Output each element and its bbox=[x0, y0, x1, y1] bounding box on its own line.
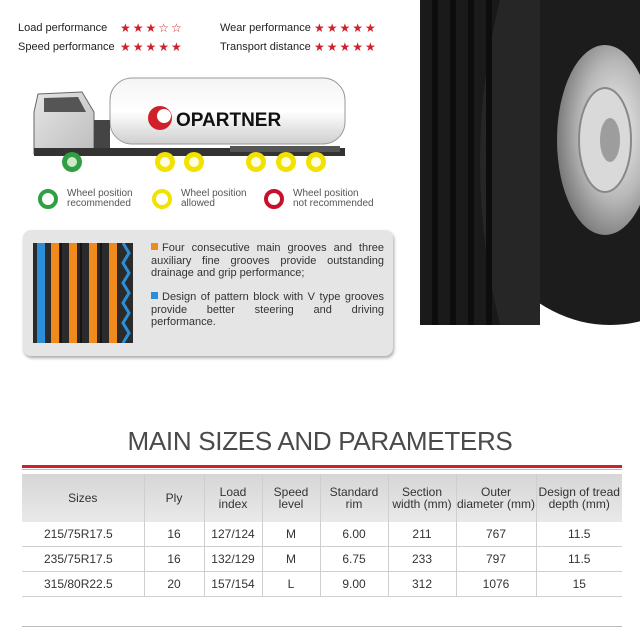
bullet-icon bbox=[151, 243, 158, 250]
cell-speed-level: M bbox=[262, 522, 320, 547]
legend-allowed bbox=[152, 189, 271, 209]
cell-tread-depth: 11.5 bbox=[536, 522, 622, 547]
legend-line2: recommended bbox=[67, 198, 131, 209]
cell-standard-rim: 9.00 bbox=[320, 572, 388, 597]
header-outer-diameter: Outer diameter (mm) bbox=[456, 474, 536, 522]
header-speed-level: Speed level bbox=[262, 474, 320, 522]
section-title: MAIN SIZES AND PARAMETERS bbox=[127, 426, 513, 456]
feature-text: Four consecutive main grooves and three auxiliary fine grooves provide outstanding drainage and grip performance; bbox=[151, 242, 384, 280]
cell-section-width: 211 bbox=[388, 522, 456, 547]
rating-label: Transport distance bbox=[220, 41, 311, 53]
table-row bbox=[22, 522, 622, 547]
header-sizes: Sizes bbox=[22, 474, 144, 522]
rating-label: Wear performance bbox=[220, 22, 311, 34]
title-divider bbox=[22, 465, 622, 468]
tread-pattern-image bbox=[33, 243, 133, 343]
table-row bbox=[22, 572, 622, 597]
header-ply: Ply bbox=[144, 474, 204, 522]
cell-outer-diameter: 1076 bbox=[456, 572, 536, 597]
ring-icon bbox=[264, 189, 284, 209]
cell-load-index: 127/124 bbox=[204, 522, 262, 547]
cell-size: 215/75R17.5 bbox=[22, 522, 144, 547]
cell-tread-depth: 11.5 bbox=[536, 547, 622, 572]
rating-transport bbox=[220, 41, 311, 53]
cell-ply: 16 bbox=[144, 547, 204, 572]
brand-name: OPARTNER bbox=[176, 110, 282, 131]
legend-line2: not recommended bbox=[293, 198, 374, 209]
rating-load bbox=[18, 22, 107, 34]
truck-illustration bbox=[20, 72, 350, 182]
rating-stars: ★★★★★ bbox=[120, 40, 184, 54]
cell-size: 235/75R17.5 bbox=[22, 547, 144, 572]
legend-line1: Wheel position bbox=[181, 188, 247, 199]
rating-stars: ★★★☆☆ bbox=[120, 21, 184, 35]
title-divider-thin bbox=[22, 469, 622, 470]
cell-speed-level: M bbox=[262, 547, 320, 572]
brand-logo-icon bbox=[148, 106, 172, 130]
cell-section-width: 312 bbox=[388, 572, 456, 597]
cell-load-index: 132/129 bbox=[204, 547, 262, 572]
cell-standard-rim: 6.75 bbox=[320, 547, 388, 572]
legend-line1: Wheel position bbox=[67, 188, 133, 199]
feature-panel bbox=[23, 230, 393, 356]
feature-item bbox=[151, 242, 384, 280]
rating-stars: ★★★★★ bbox=[314, 21, 378, 35]
table-header-row bbox=[22, 474, 622, 522]
cell-outer-diameter: 767 bbox=[456, 522, 536, 547]
header-tread-depth: Design of tread depth (mm) bbox=[536, 474, 622, 522]
bullet-icon bbox=[151, 292, 158, 299]
rating-speed bbox=[18, 41, 115, 53]
ring-icon bbox=[38, 189, 58, 209]
cell-outer-diameter: 797 bbox=[456, 547, 536, 572]
rating-label: Load performance bbox=[18, 22, 108, 34]
legend-not-recommended bbox=[264, 189, 383, 209]
cell-standard-rim: 6.00 bbox=[320, 522, 388, 547]
rating-label: Speed performance bbox=[18, 41, 115, 53]
cell-speed-level: L bbox=[262, 572, 320, 597]
cell-section-width: 233 bbox=[388, 547, 456, 572]
cell-load-index: 157/154 bbox=[204, 572, 262, 597]
header-standard-rim: Standard rim bbox=[320, 474, 388, 522]
table-bottom-divider bbox=[22, 626, 622, 627]
feature-text: Design of pattern block with V type grooves provide better steering and driving performance. bbox=[151, 291, 384, 329]
cell-ply: 20 bbox=[144, 572, 204, 597]
tire-image bbox=[420, 0, 640, 325]
cell-tread-depth: 15 bbox=[536, 572, 622, 597]
rating-wear bbox=[220, 22, 311, 34]
feature-item bbox=[151, 291, 384, 329]
rating-stars: ★★★★★ bbox=[314, 40, 378, 54]
parameters-table bbox=[22, 474, 622, 597]
header-section-width: Section width (mm) bbox=[388, 474, 456, 522]
legend-line2: allowed bbox=[181, 198, 215, 209]
table-row bbox=[22, 547, 622, 572]
legend-line1: Wheel position bbox=[293, 188, 359, 199]
cell-ply: 16 bbox=[144, 522, 204, 547]
cell-size: 315/80R22.5 bbox=[22, 572, 144, 597]
header-load-index: Load index bbox=[204, 474, 262, 522]
legend-recommended bbox=[38, 189, 157, 209]
ring-icon bbox=[152, 189, 172, 209]
